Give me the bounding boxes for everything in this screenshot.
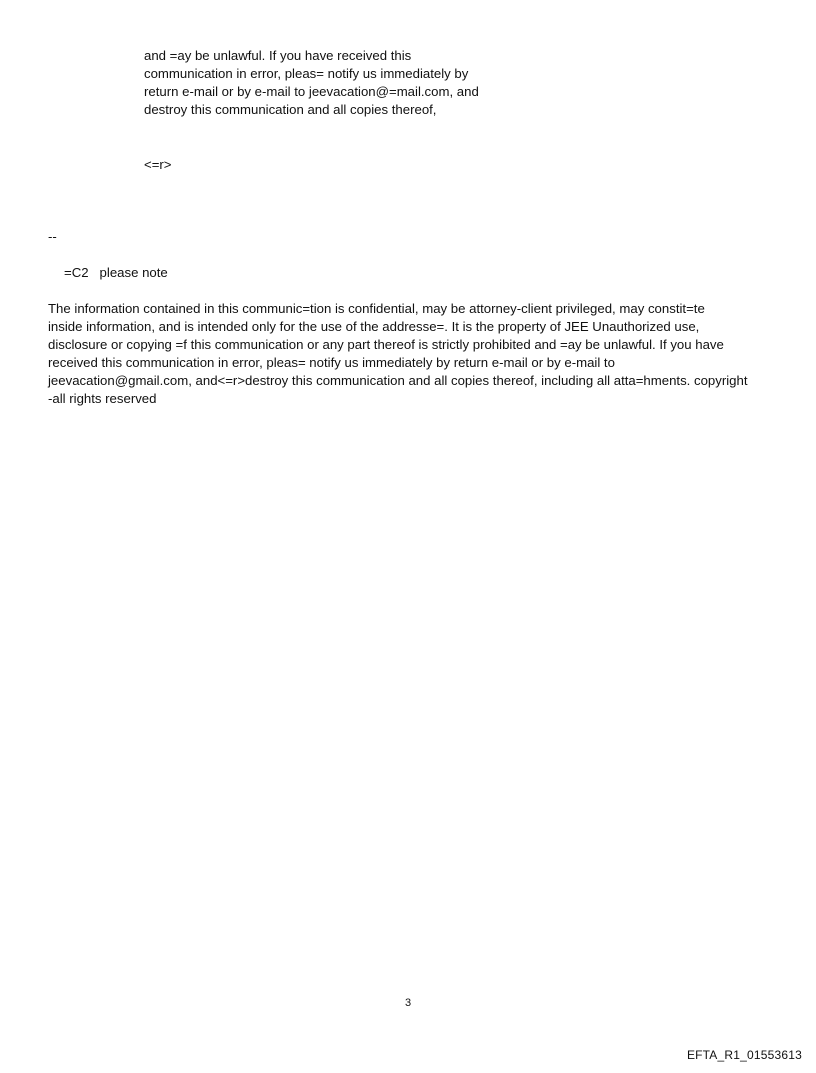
quoted-tag: <=r>	[144, 157, 172, 172]
quoted-line: destroy this communication and all copies thereof,	[144, 102, 437, 117]
disclaimer-line: disclosure or copying =f this communication or any part thereof is strictly prohibited and =ay be unlawful. If you have	[48, 337, 724, 352]
quoted-line: return e-mail or by e-mail to jeevacation@=mail.com, and	[144, 84, 479, 99]
disclaimer-line: inside information, and is intended only for the use of the addresse=. It is the property of JEE Unauthorized use,	[48, 319, 700, 334]
disclaimer-line: -all rights reserved	[48, 391, 157, 406]
disclaimer-line: received this communication in error, pleas= notify us immediately by return e-mail or by e-mail to	[48, 355, 615, 370]
quoted-line: and =ay be unlawful. If you have received this	[144, 48, 412, 63]
quoted-disclaimer-block	[144, 47, 544, 119]
bates-number: EFTA_R1_01553613	[686, 1048, 802, 1062]
page-number: 3	[404, 997, 412, 1009]
disclaimer-line: jeevacation@gmail.com, and<=r>destroy this communication and all copies thereof, including all atta=hments. copyright	[48, 373, 748, 388]
note-label: =C2 please note	[64, 265, 168, 280]
disclaimer-line: The information contained in this communic=tion is confidential, may be attorney-client privileged, may constit=te	[48, 301, 705, 316]
disclaimer-paragraph	[48, 300, 788, 408]
quoted-line: communication in error, pleas= notify us immediately by	[144, 66, 469, 81]
signature-separator: --	[48, 229, 57, 244]
